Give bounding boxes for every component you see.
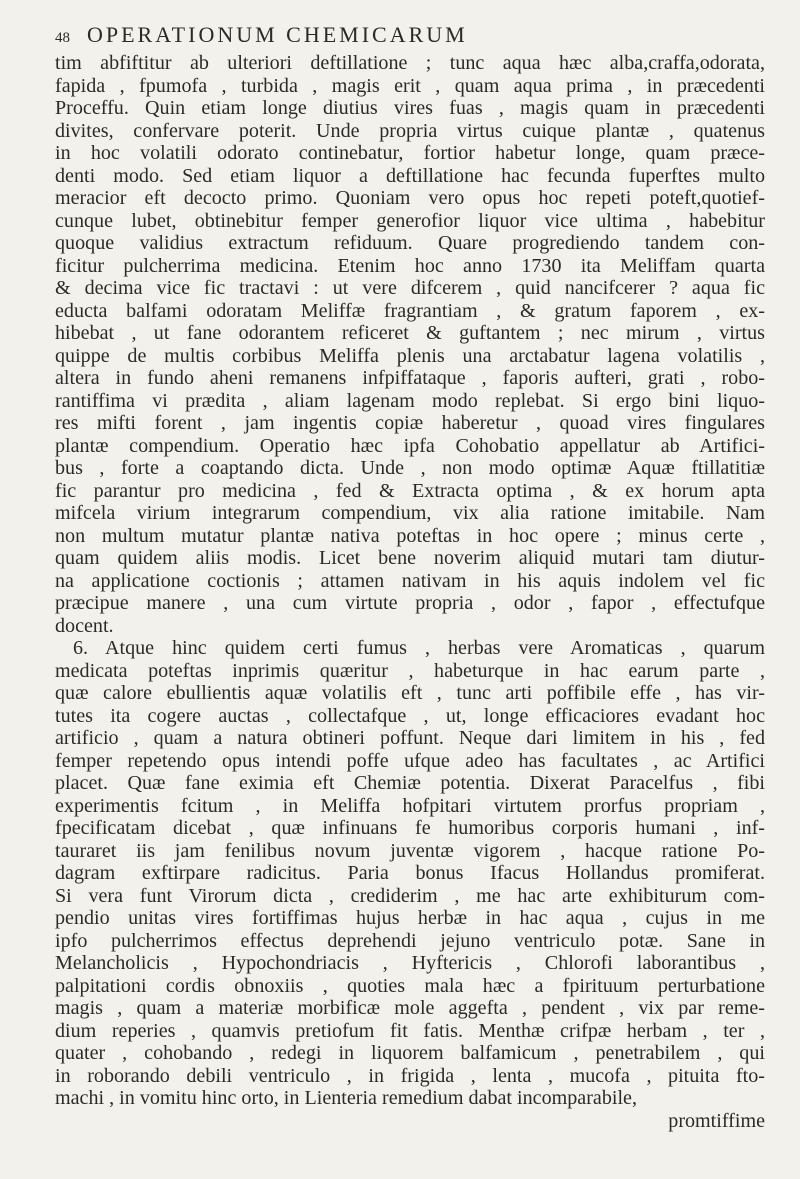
text-line: placet. Quæ fane eximia eft Chemiæ potentia. Dixerat Paracelfus , fibi	[55, 772, 765, 794]
text-line: educta balfami odoratam Meliffæ fragrantiam , & gratum faporem , ex-	[55, 299, 765, 322]
running-title: OPERATIONUM CHEMICARUM	[87, 22, 468, 47]
text-line: non multum mutatur plantæ nativa poteftas in hoc opere ; minus certe ,	[55, 524, 765, 547]
text-line: mifcela virium integrarum compendium, vix alia ratione imitabile. Nam	[55, 502, 765, 524]
text-line: hibebat , ut fane odorantem reficeret & guftantem ; nec mirum , virtus	[55, 322, 765, 344]
text-line: machi , in vomitu hinc orto, in Lienteria remedium dabat incomparabile,	[55, 1087, 637, 1109]
text-line: ficitur pulcherrima medicina. Etenim hoc anno 1730 ita Meliffam quarta	[55, 254, 765, 277]
text-line: fic parantur pro medicina , fed & Extracta optima , & ex horum apta	[55, 479, 765, 502]
text-line: Si vera funt Virorum dicta , crediderim , me hac arte exhibiturum com-	[55, 884, 765, 907]
text-line: magis , quam a materiæ morbificæ mole aggefta , pendent , vix par reme-	[55, 997, 765, 1019]
text-line: quæ calore ebullientis aquæ volatilis eft , tunc arti poffibile effe , has vir-	[55, 682, 765, 704]
text-line: tauraret iis jam fenilibus novum juventæ vigorem , hacque ratione Po-	[55, 839, 765, 862]
text-line: pendio unitas vires fortiffimas hujus herbæ in hac aqua , cujus in me	[55, 907, 765, 929]
text-line: medicata poteftas inprimis quæritur , habeturque in hac earum parte ,	[55, 659, 765, 682]
text-line: ipfo pulcherrimos effectus deprehendi jejuno ventriculo potæ. Sane in	[55, 929, 765, 952]
text-line: plantæ compendium. Operatio hæc ipfa Cohobatio appellatur ab Artifici-	[55, 434, 765, 457]
text-line: bus , forte a coaptando dicta. Unde , non modo optimæ Aquæ ftillatitiæ	[55, 457, 765, 479]
text-line: dagram exftirpare radicitus. Paria bonus Ifacus Hollandus promiferat.	[55, 862, 765, 884]
text-line: fpecificatam dicebat , quæ infinuans fe humoribus corporis humani , inf-	[55, 817, 765, 839]
book-page	[55, 0, 770, 1179]
text-line: res mifti forent , jam ingentis copiæ haberetur , quoad vires fingulares	[55, 412, 765, 434]
text-line: in hoc volatili odorato continebatur, fortior habetur longe, quam præce-	[55, 142, 765, 164]
text-line: tutes ita cogere auctas , collectafque , ut, longe efficaciores evadant hoc	[55, 704, 765, 727]
text-line: & decima vice fic tractavi : ut vere difcerem , quid nancifcerer ? aqua fic	[55, 277, 765, 299]
text-line: præcipue manere , una cum virtute propria , odor , fapor , effectufque	[55, 592, 765, 614]
text-line: denti modo. Sed etiam liquor a deftillatione hac fecunda fuperftes multo	[55, 164, 765, 187]
text-line: tim abfiftitur ab ulteriori deftillatione ; tunc aqua hæc alba,craffa,odorata,	[55, 52, 765, 74]
text-line: na applicatione coctionis ; attamen nativam in his aquis indolem vel fic	[55, 569, 765, 592]
text-line: in roborando debili ventriculo , in frigida , lenta , mucofa , pituita fto-	[55, 1064, 765, 1087]
text-line: Melancholicis , Hypochondriacis , Hyftericis , Chlorofi laborantibus ,	[55, 952, 765, 974]
text-line: altera in fundo aheni remanens infpiffataque , faporis aufteri, grati , robo-	[55, 367, 765, 389]
text-line: rantiffima vi prædita , aliam lagenam modo replebat. Si ergo bini liquo-	[55, 389, 765, 412]
text-line: cunque lubet, obtinebitur femper generofior liquor vice ultima , habebitur	[55, 209, 765, 232]
text-line: meracior eft decocto primo. Quoniam vero opus hoc repeti poteft,quotief-	[55, 187, 765, 209]
page-number: 48	[55, 30, 70, 46]
text-line: Proceffu. Quin etiam longe diutius vires fuas , magis quam in præcedenti	[55, 97, 765, 119]
running-head	[55, 22, 755, 50]
text-line: 6. Atque hinc quidem certi fumus , herbas vere Aromaticas , quarum	[73, 637, 765, 659]
text-line: docent.	[55, 614, 114, 637]
text-line: femper repetendo opus intendi poffe ufque adeo has facultates , ac Artifici	[55, 749, 765, 772]
text-line: experimentis fcitum , in Meliffa hofpitari virtutem prorfus propriam ,	[55, 794, 765, 817]
text-line: quam quidem aliis modis. Licet bene noverim aliquid mutari tam diutur-	[55, 547, 765, 569]
body-text	[55, 52, 765, 1132]
text-line: divites, confervare poterit. Unde propria virtus cuique plantæ , quatenus	[55, 119, 765, 142]
text-line: fapida , fpumofa , turbida , magis erit , quam aqua prima , in præcedenti	[55, 74, 765, 97]
text-line: dium reperies , quamvis pretiofum fit fatis. Menthæ crifpæ herbam , ter ,	[55, 1019, 765, 1042]
text-line: artificio , quam a natura obtineri poffunt. Neque dari limitem in his , fed	[55, 727, 765, 749]
text-line: quoque validius extractum refiduum. Quare progrediendo tandem con-	[55, 232, 765, 254]
text-line: quippe de multis corbibus Meliffa plenis una arctabatur lagena volatilis ,	[55, 344, 765, 367]
text-line: promtiffime	[668, 1109, 765, 1132]
text-line: quater , cohobando , redegi in liquorem balfamicum , penetrabilem , qui	[55, 1042, 765, 1064]
text-line: palpitationi cordis obnoxiis , quoties mala hæc a fpirituum perturbatione	[55, 974, 765, 997]
